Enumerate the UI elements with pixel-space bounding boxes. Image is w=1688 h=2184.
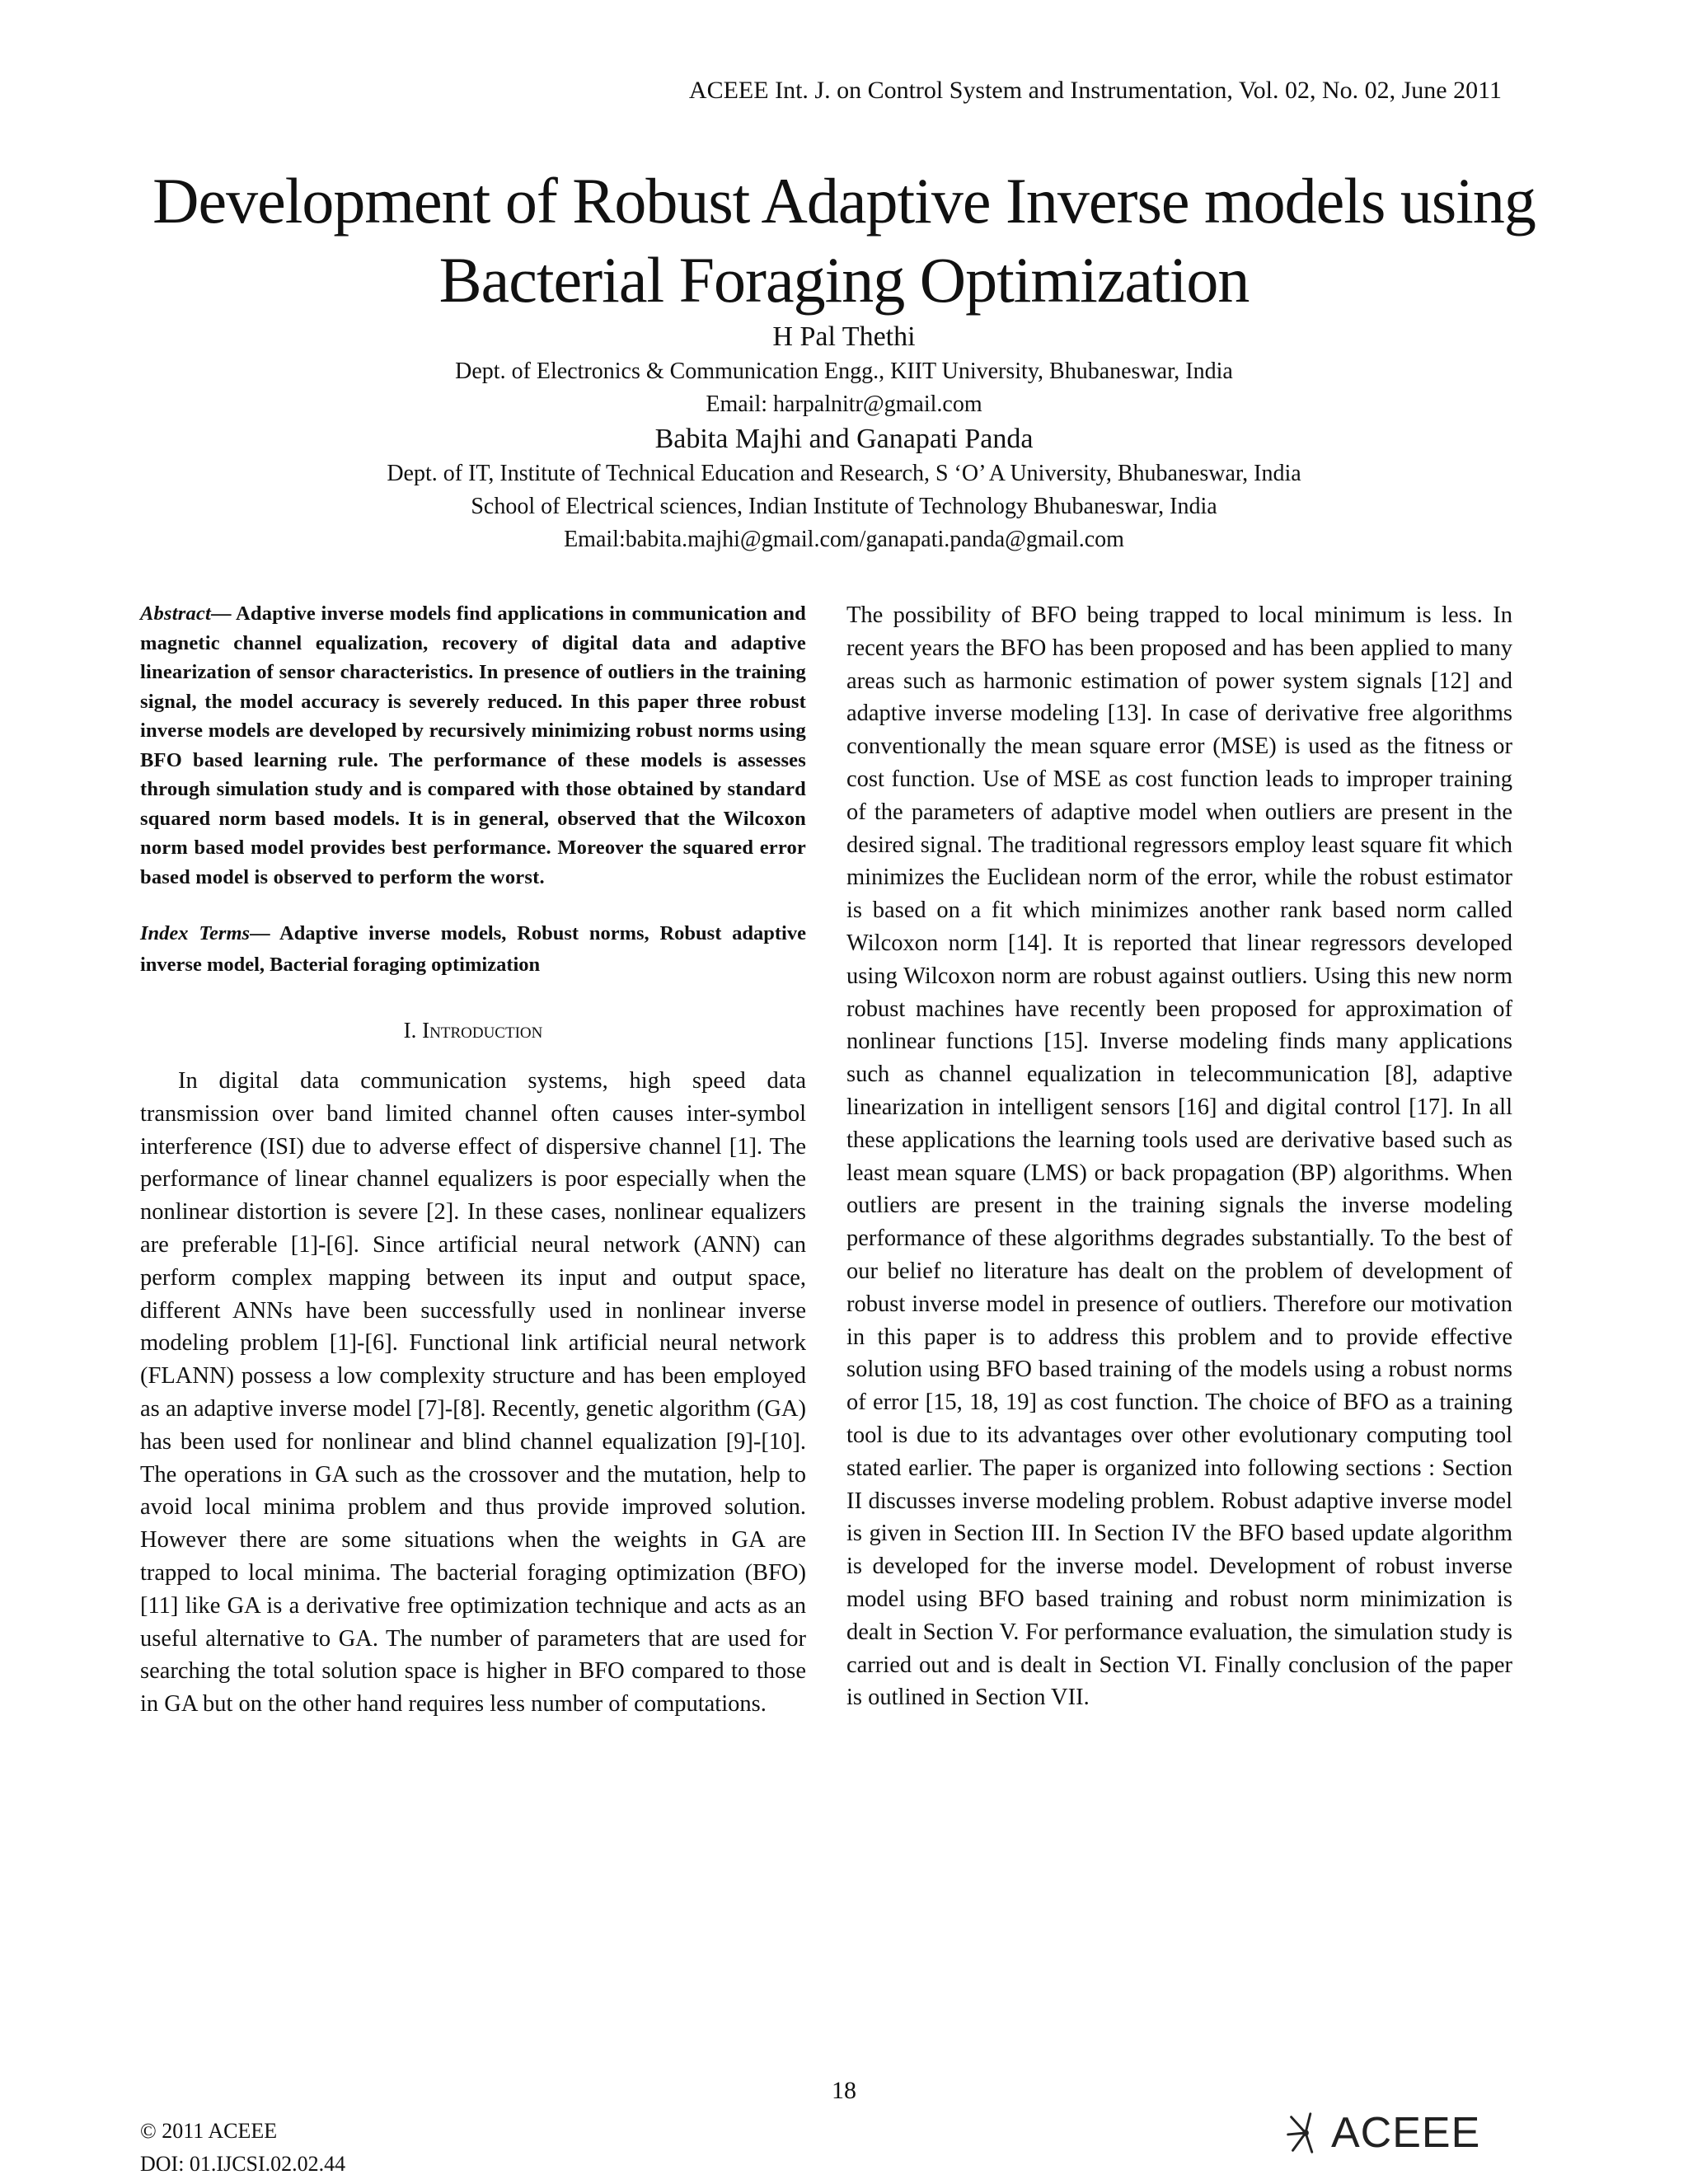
section-heading-introduction: I. Introduction xyxy=(403,1018,543,1043)
abstract-lead: Abstract xyxy=(140,602,211,625)
author-2-email: Email:babita.majhi@gmail.com/ganapati.panda@gmail.com xyxy=(564,527,1124,552)
author-1-email: Email: harpalnitr@gmail.com xyxy=(706,391,982,417)
author-block xyxy=(115,319,1573,556)
index-terms-lead: Index Terms xyxy=(140,922,251,944)
doi: DOI: 01.IJCSI.02.02.44 xyxy=(140,2152,346,2176)
abstract-text: — Adaptive inverse models find applications in communication and magnetic channel equalization, recovery of digital data and adaptive linearization of sensor characteristics. In presence of outliers in the training signal, the model accuracy is severely reduced. In this paper three robust inverse models are developed by recursively minimizing robust norms using BFO based learning rule. The performance of these models is assesses through simulation study and is compared with those obtained by standard squared norm based models. It is in general, observed that the Wilcoxon norm based model provides best performance. Moreover the squared error based model is observed to perform the worst. xyxy=(140,602,806,888)
title-line-1: Development of Robust Adaptive Inverse models using xyxy=(152,165,1536,237)
copyright: © 2011 ACEEE xyxy=(140,2119,278,2143)
aceee-logo-icon xyxy=(1282,2108,1329,2158)
right-column xyxy=(846,599,1512,1714)
abstract xyxy=(140,599,806,892)
intro-paragraph-2: The possibility of BFO being trapped to local minimum is less. In recent years the BFO has been proposed and has been applied to many areas such as harmonic estimation of power system signals [12] and adaptive inverse modeling [13]. In case of derivative free algorithms conventionally the mean square error (MSE) is used as the fitness or cost function. Use of MSE as cost function leads to improper training of the parameters of adaptive model when outliers are present in the desired signal. The traditional regressors employ least square fit which minimizes the Euclidean norm of the error, while the robust estimator is based on a fit which minimizes another rank based norm called Wilcoxon norm [14]. It is reported that linear regressors developed using Wilcoxon norm are robust against outliers. Using this new norm robust machines have recently been proposed for approximation of nonlinear functions [15]. Inverse modeling finds many applications such as channel equalization in telecommunication [8], adaptive linearization in intelligent sensors [16] and digital control [17]. In all these applications the learning tools used are derivative based such as least mean square (LMS) or back propagation (BP) algorithms. When outliers are present in the training signals the inverse modeling performance of these algorithms degrades substantially. To the best of our belief no literature has dealt on the problem of development of robust inverse model in presence of outliers. Therefore our motivation in this paper is to address this problem and to provide effective solution using BFO based training of the models using a robust norms of error [15, 18, 19] as cost function. The choice of BFO as a training tool is due to its advantages over other evolutionary computing tool stated earlier. The paper is organized into following sections : Section II discusses inverse modeling problem. Robust adaptive inverse model is given in Section III. In Section IV the BFO based update algorithm is developed for the inverse model. Development of robust inverse model using BFO based training and robust norm minimization is dealt in Section V. For performance evaluation, the simulation study is carried out and is dealt in Section VI. Finally conclusion of the paper is outlined in Section VII. xyxy=(846,602,1512,1711)
author-2-names: Babita Majhi and Ganapati Panda xyxy=(654,424,1034,454)
journal-header: ACEEE Int. J. on Control System and Instrumentation, Vol. 02, No. 02, June 2011 xyxy=(688,77,1502,104)
aceee-logo xyxy=(1282,2108,1480,2158)
footer-left xyxy=(140,2115,345,2181)
author-1-affiliation: Dept. of Electronics & Communication Engg., KIIT University, Bhubaneswar, India xyxy=(455,359,1233,384)
index-terms-text: — Adaptive inverse models, Robust norms, Robust adaptive inverse model, Bacterial foraging optimization xyxy=(140,922,806,976)
author-1-name: H Pal Thethi xyxy=(772,321,916,352)
index-terms xyxy=(140,918,806,981)
author-2-affiliation-1: Dept. of IT, Institute of Technical Education and Research, S ‘O’ A University, Bhubaneswar, India xyxy=(387,461,1301,486)
paper-title xyxy=(115,162,1573,320)
author-2-affiliation-2: School of Electrical sciences, Indian Institute of Technology Bhubaneswar, India xyxy=(471,494,1217,519)
title-line-2: Bacterial Foraging Optimization xyxy=(438,244,1250,316)
page-number: 18 xyxy=(832,2077,856,2104)
left-column xyxy=(140,599,806,1721)
intro-paragraph-1: In digital data communication systems, high speed data transmission over band limited channel often causes inter-symbol interference (ISI) due to adverse effect of dispersive channel [1]. The performance of linear channel equalizers is poor especially when the nonlinear distortion is severe [2]. In these cases, nonlinear equalizers are preferable [1]-[6]. Since artificial neural network (ANN) can perform complex mapping between its input and output space, different ANNs have been successfully used in nonlinear inverse modeling problem [1]-[6]. Functional link artificial neural network (FLANN) possess a low complexity structure and has been employed as an adaptive inverse model [7]-[8]. Recently, genetic algorithm (GA) has been used for nonlinear and blind channel equalization [9]-[10]. The operations in GA such as the crossover and the mutation, help to avoid local minima problem and thus provide improved solution. However there are some situations when the weights in GA are trapped to local minima. The bacterial foraging optimization (BFO) [11] like GA is a derivative free optimization technique and acts as an useful alternative to GA. The number of parameters that are used for searching the total solution space is higher in BFO compared to those in GA but on the other hand requires less number of computations. xyxy=(140,1068,806,1718)
aceee-logo-text: ACEEE xyxy=(1331,2109,1481,2157)
